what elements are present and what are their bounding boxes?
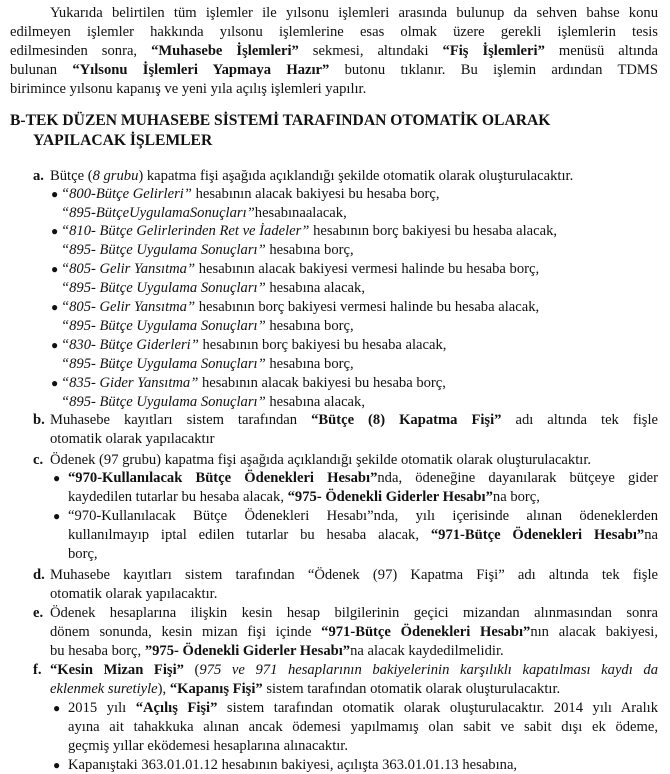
italic-text: 975 ve 971 hesaplarının bakiyelerinin karşılıklı kapatılması kaydı da [199, 662, 658, 678]
text-run: sekmesi, altındaki [298, 43, 443, 59]
text-run: menüsü altında [544, 43, 658, 59]
text-run: geçmiş yıllar eködemesi hesaplarına alınacaktır. [68, 738, 349, 754]
text-run: hesabının borç bakiyesi vermesi halinde bu hesaba alacak, [195, 299, 540, 315]
italic-text: “830- Bütçe Giderleri” [61, 337, 199, 353]
text-run: birimince yılsonu kapanış ve yeni yıla açılış işlemleri yapılır. [10, 81, 367, 97]
bullet-text [68, 507, 658, 525]
bullet-icon: ● [51, 187, 59, 201]
text-run: Ödenek hesaplarına ilişkin kesin hesap bilgilerinin geçici mizandan alınmasından sonra [50, 605, 658, 621]
text-run: kullanılmayıp iptal edilen tutarlar bu hesaba alacak, [68, 527, 431, 543]
italic-text: “805- Gelir Yansıtma” [61, 299, 196, 315]
bullet-text [61, 279, 365, 297]
text-run: adı altında tek fişle [501, 412, 658, 428]
text-run: sistem tarafından otomatik olarak oluşturulacaktır. 2014 yılı Aralık [217, 700, 658, 716]
italic-text: “895- Bütçe Uygulama Sonuçları” [61, 356, 266, 372]
text-run: Bütçe ( [50, 168, 93, 184]
text-run: edilmesinden sonra, [10, 43, 152, 59]
item-text [50, 604, 658, 622]
italic-text: “805- Gelir Yansıtma” [61, 261, 196, 277]
text-run: hesabının borç bakiyesi bu hesaba alacak, [309, 223, 558, 239]
list-marker: d. [33, 567, 45, 583]
section-heading-line-1: B-TEK DÜZEN MUHASEBE SİSTEMİ TARAFINDAN OTOMATİK OLARAK [10, 112, 551, 129]
bullet-icon: ● [53, 758, 61, 772]
bullet-text [68, 526, 658, 544]
item-text [50, 585, 217, 603]
bullet-icon: ● [51, 338, 59, 352]
text-run: edilmeyen işlemler hakkında yılsonu işlemlerine esas olmak üzere gerekli işlemlerin tesis [10, 24, 658, 40]
italic-text: “835- Gider Yansıtma” [61, 375, 199, 391]
bullet-text [61, 317, 354, 335]
bullet-icon: ● [53, 471, 61, 485]
italic-text: eklenmek suretiyle [50, 681, 158, 697]
bullet-text [61, 336, 446, 354]
bold-text: “Bütçe (8) Kapatma Fişi” [311, 412, 502, 428]
list-marker: b. [33, 412, 45, 428]
bullet-icon: ● [53, 701, 61, 715]
item-text [50, 451, 591, 469]
text-run: hesabına borç, [265, 242, 354, 258]
bullet-text [61, 374, 446, 392]
bold-text: ”975- Ödenekli Giderler Hesabı” [144, 643, 351, 659]
italic-text: “895- Bütçe Uygulama Sonuçları” [61, 318, 266, 334]
text-run: ayına ait tahakkuka alınan ancak ödemesi yapılmamış olan sabit ve sabit dışı ek ödeme, [68, 719, 658, 735]
item-text [50, 623, 658, 641]
bullet-text [61, 393, 365, 411]
text-run: hesabının alacak bakiyesi bu hesaba borç, [198, 375, 446, 391]
text-run: hesabınaalacak, [254, 205, 347, 221]
text-run: hesabına alacak, [265, 394, 365, 410]
text-run: Kapanıştaki 363.01.01.12 hesabının bakiyesi, açılışta 363.01.01.13 hesabına, [68, 757, 518, 773]
text-run: otomatik olarak yapılacaktır [50, 431, 215, 447]
text-run: “970-Kullanılacak Bütçe Ödenekleri Hesabı”nda, yılı içerisinde alınan ödeneklerden [68, 508, 658, 524]
list-marker: a. [33, 168, 44, 184]
bullet-icon: ● [51, 224, 59, 238]
text-run: nda, ödeneğine dayanılarak bütçeye gider [377, 470, 658, 486]
intro-line [10, 61, 658, 79]
item-text [50, 430, 215, 448]
bold-text: “971-Bütçe Ödenekleri Hesabı” [430, 527, 645, 543]
item-text [50, 661, 658, 679]
italic-text: “800-Bütçe Gelirleri” [61, 186, 192, 202]
italic-text: “895-BütçeUygulamaSonuçları” [61, 205, 255, 221]
text-run: dönem sonunda, kesin mizan fişi içinde [50, 624, 322, 640]
italic-text: “895- Bütçe Uygulama Sonuçları” [61, 280, 266, 296]
bullet-text [68, 737, 348, 755]
text-run: ) kapatma fişi aşağıda açıklandığı şekilde otomatik olarak oluşturulacaktır. [138, 168, 574, 184]
bullet-text [68, 488, 540, 506]
text-run: hesabına borç, [265, 318, 354, 334]
italic-text: “895- Bütçe Uygulama Sonuçları” [61, 242, 266, 258]
bullet-icon: ● [51, 262, 59, 276]
text-run: Yukarıda belirtilen tüm işlemler ile yılsonu işlemleri arasında bulunup da sehven bahse konu [50, 5, 658, 21]
text-run: kaydedilen tutarlar bu hesaba alacak, [68, 489, 288, 505]
bullet-icon: ● [51, 300, 59, 314]
item-text [50, 642, 504, 660]
intro-line [10, 23, 658, 41]
text-run: borç, [68, 546, 98, 562]
bullet-icon: ● [53, 509, 61, 523]
text-run: Muhasebe kayıtları sistem tarafından “Ödenek (97) Kapatma Fişi” adı altında tek fişle [50, 567, 658, 583]
text-run: Ödenek (97 grubu) kapatma fişi aşağıda açıklandığı şekilde otomatik olarak oluşturulacaktır. [50, 452, 592, 468]
bold-text: “971-Bütçe Ödenekleri Hesabı” [321, 624, 531, 640]
bold-text: “Muhasebe İşlemleri” [151, 43, 299, 59]
list-marker: f. [33, 662, 42, 678]
text-run: ( [183, 662, 200, 678]
bold-text: “975- Ödenekli Giderler Hesabı” [287, 489, 493, 505]
bullet-text [68, 718, 658, 736]
bullet-text [61, 222, 557, 240]
text-run: sistem tarafından otomatik olarak oluşturulacaktır. [262, 681, 561, 697]
bold-text: “Kapanış Fişi” [169, 681, 263, 697]
bullet-text [61, 241, 354, 259]
italic-text: “810- Bütçe Gelirlerinden Ret ve İadeler” [61, 223, 310, 239]
italic-text: “895- Bütçe Uygulama Sonuçları” [61, 394, 266, 410]
text-run: Muhasebe kayıtları sistem tarafından [50, 412, 312, 428]
bullet-text [68, 545, 98, 563]
intro-line [10, 42, 658, 60]
bold-text: “Fiş İşlemleri” [442, 43, 545, 59]
bullet-text [68, 469, 658, 487]
bullet-text [61, 260, 539, 278]
text-run: na [644, 527, 658, 543]
bullet-text [61, 185, 440, 203]
text-run: butonu tıklanır. Bu işlemin ardından TDMS [329, 62, 659, 78]
text-run: otomatik olarak yapılacaktır. [50, 586, 218, 602]
list-marker: c. [33, 452, 44, 468]
text-run: hesabının alacak bakiyesi bu hesaba borç, [191, 186, 440, 202]
text-run: na alacak kaydedilmelidir. [350, 643, 504, 659]
text-run: na borç, [492, 489, 540, 505]
bold-text: “970-Kullanılacak Bütçe Ödenekleri Hesabı” [68, 470, 378, 486]
bold-text: “Açılış Fişi” [135, 700, 218, 716]
text-run: 2015 yılı [68, 700, 136, 716]
item-text [50, 680, 560, 698]
text-run: hesabının borç bakiyesi bu hesaba alacak, [198, 337, 447, 353]
item-text [50, 411, 658, 429]
section-heading-line-2: YAPILACAK İŞLEMLER [33, 132, 213, 149]
intro-line [50, 4, 658, 22]
bullet-text [61, 298, 539, 316]
bold-text: “Kesin Mizan Fişi” [50, 662, 184, 678]
text-run: bu hesaba borç, [50, 643, 145, 659]
bullet-text [61, 204, 347, 222]
text-run: bulunan [10, 62, 73, 78]
bullet-text [61, 355, 354, 373]
bullet-text [68, 699, 658, 717]
text-run: ), [157, 681, 170, 697]
list-marker: e. [33, 605, 44, 621]
text-run: hesabına alacak, [265, 280, 365, 296]
text-run: hesabının alacak bakiyesi vermesi halinde bu hesaba borç, [195, 261, 540, 277]
intro-line [10, 80, 366, 98]
text-run: nın alacak bakiyesi, [530, 624, 658, 640]
item-text [50, 167, 573, 185]
bold-text: “Yılsonu İşlemleri Yapmaya Hazır” [72, 62, 330, 78]
italic-text: 8 grubu [92, 168, 139, 184]
bullet-icon: ● [51, 376, 59, 390]
bullet-text [68, 756, 517, 774]
item-text [50, 566, 658, 584]
text-run: hesabına borç, [265, 356, 354, 372]
